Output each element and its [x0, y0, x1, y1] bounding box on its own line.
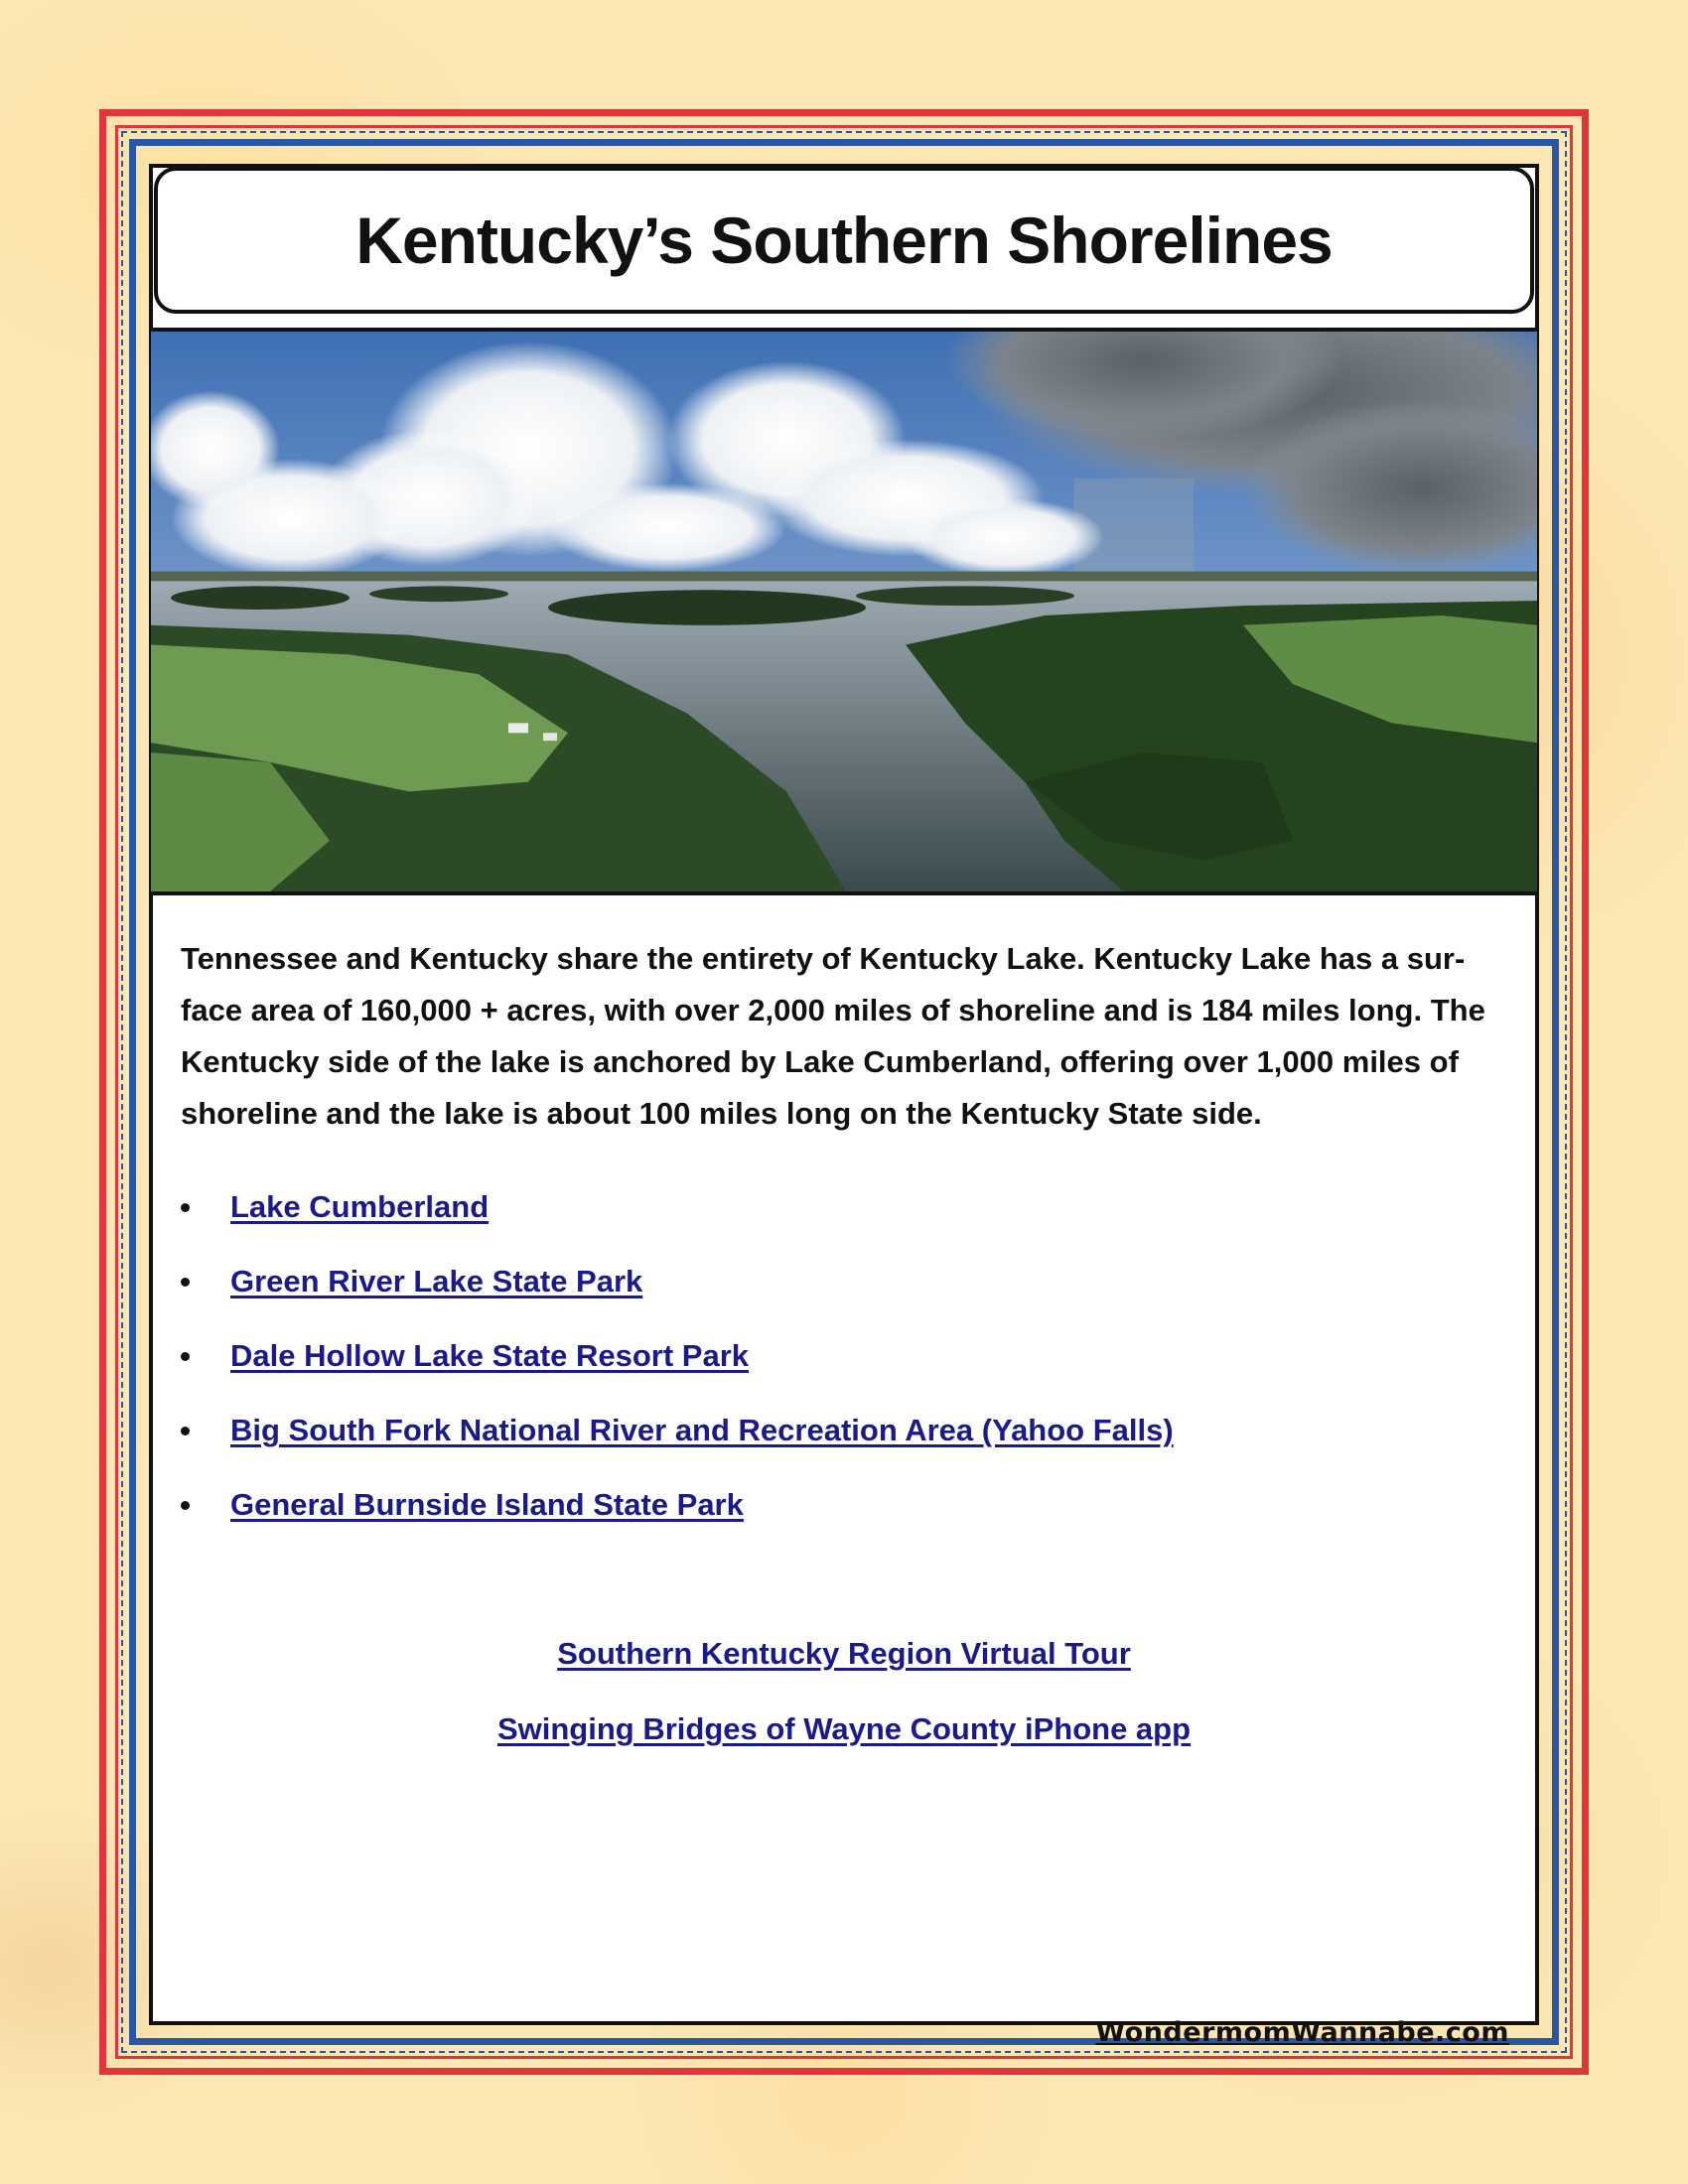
- bullet-icon: [181, 1203, 190, 1212]
- link-virtual-tour[interactable]: Southern Kentucky Region Virtual Tour: [557, 1636, 1131, 1671]
- bullet-icon: [181, 1501, 190, 1510]
- list-item: [181, 1405, 1511, 1479]
- lake-photo-illustration: [151, 332, 1537, 891]
- island: [548, 590, 866, 624]
- link-swinging-bridges-app[interactable]: Swinging Bridges of Wayne County iPhone app: [496, 1711, 1192, 1746]
- farm-building: [508, 723, 528, 733]
- island: [856, 586, 1074, 606]
- intro-paragraph: Tennessee and Kentucky share the entirety of Kentucky Lake. Kentucky Lake has a sur-face area of 160,000 + acres, with over 2,000 miles of shoreline and is 184 miles long. The Kentucky side of the lake is anchored by Lake Cumberland, offering over 1,000 miles of shoreline and the lake is about 100 miles long on the Kentucky State side.: [181, 941, 1485, 1131]
- list-item: [181, 1330, 1511, 1405]
- cumulus-cloud: [548, 483, 786, 572]
- extra-link-row: [151, 1628, 1537, 1704]
- bullet-icon: [181, 1278, 190, 1287]
- park-links-list: [181, 1181, 1511, 1554]
- aerial-lake-photo: [151, 328, 1537, 895]
- cumulus-cloud: [906, 498, 1104, 577]
- page-title: Kentucky’s Southern Shorelines: [355, 204, 1333, 277]
- extra-link-row: [151, 1704, 1537, 1779]
- farm-building: [543, 733, 557, 741]
- link-lake-cumberland[interactable]: Lake Cumberland: [230, 1189, 490, 1224]
- link-green-river-lake[interactable]: Green River Lake State Park: [230, 1264, 643, 1298]
- link-big-south-fork[interactable]: Big South Fork National River and Recreation Area (Yahoo Falls): [230, 1413, 1174, 1447]
- link-dale-hollow-lake[interactable]: Dale Hollow Lake State Resort Park: [230, 1338, 750, 1373]
- list-item: [181, 1256, 1511, 1330]
- bullet-icon: [181, 1352, 190, 1361]
- island: [369, 586, 508, 602]
- site-watermark: WondermomWannabe.com: [1095, 2017, 1509, 2048]
- island: [171, 586, 350, 610]
- list-item: [181, 1181, 1511, 1256]
- list-item: [181, 1479, 1511, 1554]
- extra-links: [151, 1628, 1537, 1779]
- bullet-icon: [181, 1427, 190, 1435]
- title-box: [154, 167, 1534, 314]
- link-general-burnside[interactable]: General Burnside Island State Park: [230, 1487, 744, 1522]
